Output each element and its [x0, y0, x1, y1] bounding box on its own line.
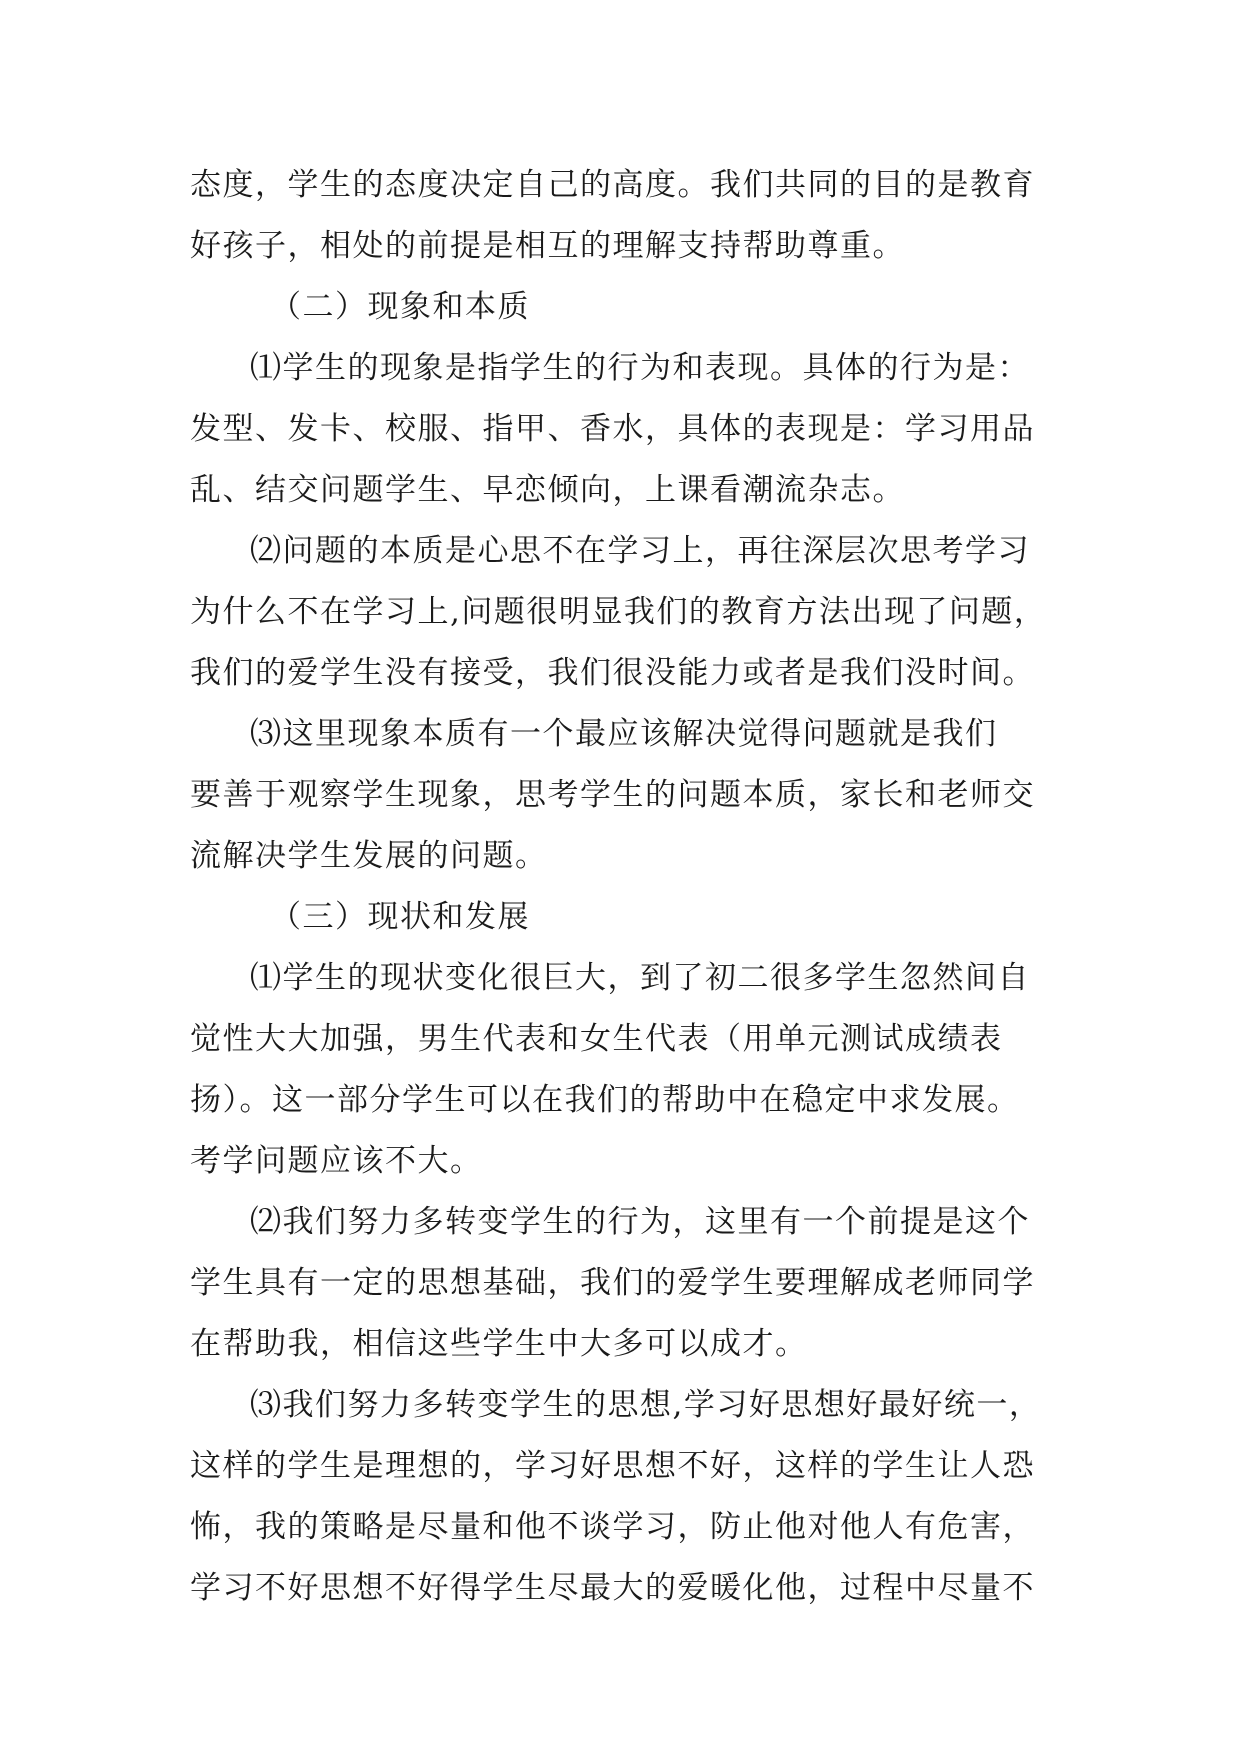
text-line: 为什么不在学习上,问题很明显我们的教育方法出现了问题， [190, 594, 1047, 630]
text-line: ⑴学生的现象是指学生的行为和表现。具体的行为是： [250, 350, 1030, 386]
text-line: 考学问题应该不大。 [190, 1143, 483, 1179]
text-line: 扬）。这一部分学生可以在我们的帮助中在稳定中求发展。 [190, 1082, 1020, 1118]
text-line: 我们的爱学生没有接受，我们很没能力或者是我们没时间。 [190, 655, 1035, 691]
text-line: 怖，我的策略是尽量和他不谈学习，防止他对他人有危害， [190, 1509, 1035, 1545]
body-text [190, 155, 1070, 1619]
text-line: 态度，学生的态度决定自己的高度。我们共同的目的是教育 [190, 167, 1035, 203]
text-line: ⑵我们努力多转变学生的行为，这里有一个前提是这个 [250, 1204, 1030, 1240]
text-line: 好孩子，相处的前提是相互的理解支持帮助尊重。 [190, 228, 905, 264]
text-line: 乱、结交问题学生、早恋倾向，上课看潮流杂志。 [190, 472, 905, 508]
text-line: 这样的学生是理想的，学习好思想不好，这样的学生让人恐 [190, 1448, 1035, 1484]
text-line: ⑶我们努力多转变学生的思想,学习好思想好最好统一， [250, 1387, 1042, 1423]
text-line: 要善于观察学生现象，思考学生的问题本质，家长和老师交 [190, 777, 1035, 813]
text-line: ⑴学生的现状变化很巨大，到了初二很多学生忽然间自 [250, 960, 1030, 996]
text-line: ⑶这里现象本质有一个最应该解决觉得问题就是我们 [250, 716, 998, 752]
text-line: 流解决学生发展的问题。 [190, 838, 548, 874]
text-line: 觉性大大加强，男生代表和女生代表（用单元测试成绩表 [190, 1021, 1003, 1057]
text-line: 学生具有一定的思想基础，我们的爱学生要理解成老师同学 [190, 1265, 1035, 1301]
text-line: ⑵问题的本质是心思不在学习上，再往深层次思考学习 [250, 533, 1030, 569]
text-line: 发型、发卡、校服、指甲、香水，具体的表现是：学习用品 [190, 411, 1035, 447]
section-heading-2: （二）现象和本质 [270, 289, 530, 325]
text-line: 在帮助我，相信这些学生中大多可以成才。 [190, 1326, 808, 1362]
section-heading-3: （三）现状和发展 [270, 899, 530, 935]
text-line: 学习不好思想不好得学生尽最大的爱暖化他，过程中尽量不 [190, 1570, 1035, 1606]
